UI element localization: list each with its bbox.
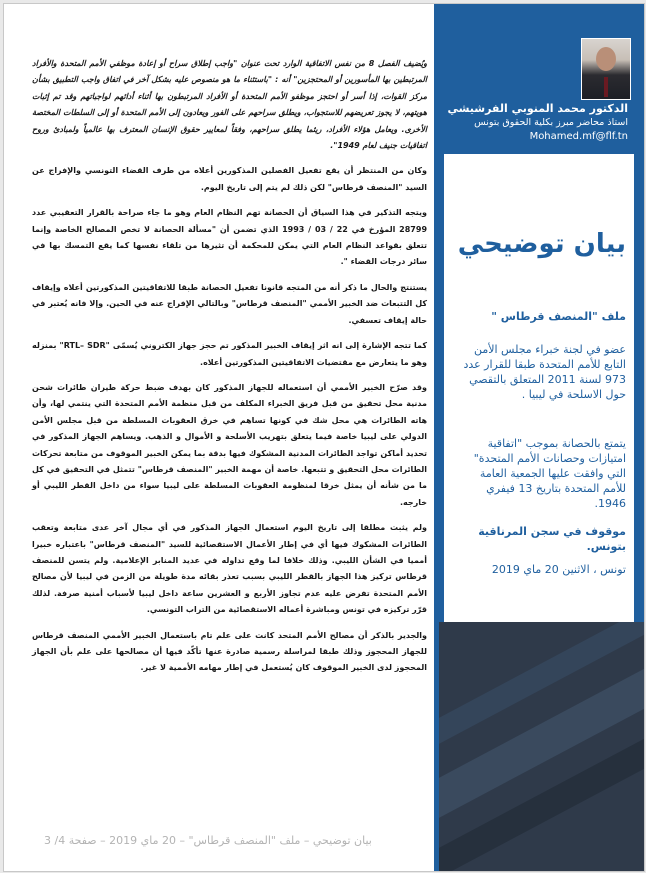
paragraph-3: ويتجه التذكير في هذا السياق أن الحصانة تهم النظام العام وهو ما جاء صراحة بالقرار التعقيبي عدد 28799 المؤرخ في 22 / 03 / 1993 الذي تضمن أن "مسألة الحصانة لا تخص المصالح الخاصة وإنما تتعلق بقواعد النظام العام التي يمكن للمحكمة أن تثيرها من تلقاء نفسها كما يقع التمسك بها في سائر درجات القضاء ".: [32, 208, 428, 267]
document-title: بيان توضيحي: [457, 229, 626, 259]
paragraph-8: والجدير بالذكر أن مصالح الأمم المتحد كانت على علم تام باستعمال الخبير الأممي المنصف قرطاس للجهاز المحجوز وذلك طبقا لمراسلة رسمية صادرة عنها تأكّد فيها أن مصالحها على علم بأن الجهاز المحجوز لدى الخبير الموقوف كان يُستعمل في إطار مهامه الأممية لا غير.: [32, 630, 427, 673]
description-detention: موقوف في سجن المرناقية بتونس.: [478, 525, 626, 553]
author-role: استاذ محاضر مبرز بكلية الحقوق بتونس: [474, 117, 628, 128]
sidebar-decoration: [439, 622, 644, 871]
paragraph-2: وكان من المنتظر أن يقع تفعيل الفصلين المذكورين أعلاه من طرف القضاء التونسي والإفراج عن السيد "المنصف قرطاس" لكن ذلك لم يتم إلى تاريخ اليوم.: [32, 166, 427, 192]
sidebar: [434, 4, 644, 871]
description-immunity: يتمتع بالحصانة بموجب "اتفاقية امتيازات وحصانات الأمم المتحدة" التي وافقت عليها الجمعية العامة للأمم المتحدة بتاريخ 13 فيفري 1946.: [473, 437, 626, 510]
description-membership: عضو في لجنة خبراء مجلس الأمن التابع للأمم المتحدة طبقا للقرار عدد 973 لسنة 2011 المتعلق بالتقصي حول الاسلحة في ليبيا .: [463, 343, 626, 401]
document-page: [3, 3, 645, 872]
article-body: [32, 56, 427, 686]
paragraph-6: وقد صرّح الخبير الأممي أن استعماله للجهاز المذكور كان بهدف ضبط حركة طيران طائرات شحن مدنية محل تحقيق من قبل فريق الخبراء المكلف من قبل منظمة الأمم المتحدة التي ينتمي لها، وأن هاته الطائرات هي محل شك في كونها تساهم في خرق العقوبات المسلطة من قبل مجلس الأمن الدولي على ليبيا خاصة فيما يتعلق بتهريب الأسلحة و الأموال و الذهب. ويساهم الجهاز المذكور في تحديد أماكن تواجد الطائرات المدنية المشكوك فيها بدقة بما يمكن الخبير الموقوف من متابعة تحركات الطائرات محل التحقيق و تتبعها. خاصة أن مهمة الخبير "المنصف قرطاس" تتمثل في التحقيق في كل ما من شأنه أن يمثل خرقا لمنظومة العقوبات المسلطة على ليبيا سواء من داخل القطر الليبي أو خارجه.: [32, 382, 427, 507]
author-name: الدكتور محمد المنوبي الفرشيشي: [447, 102, 628, 115]
file-label: ملف "المنصف قرطاس ": [491, 310, 626, 323]
photo-head: [596, 47, 616, 71]
author-photo: [581, 38, 631, 100]
photo-tie: [604, 77, 608, 97]
paragraph-1: ويُضيف الفصل 8 من نفس الاتفاقية الوارد تحت عنوان "واجب إطلاق سراح أو إعادة موظفي الأمم المتحدة والأفراد المرتبطين بها المأسورين أو المحتجزين" أنه : "باستثناء ما هو منصوص عليه بشكل آخر في اتفاق واجب التطبيق بشأن مركز القوات، إذا أسر أو احتجز موظفو الأمم المتحدة أو الأفراد المرتبطون بها أثناء أدائهم لواجباتهم وقد تم إثبات هويتهم، لا يجوز تعريضهم للاستجواب، ويطلق سراحهم على الفور ويعادون إلى الأمم المتحدة أو إلى السلطات المختصة الأخرى. ويعامل هؤلاء الأفراد، ريثما يطلق سراحهم، وفقاً لمعايير حقوق الإنسان المعترف بها عالمياً ولمبادئ وروح اتفاقيات جنيف لعام 1949".: [32, 59, 427, 151]
page-footer: بيان توضيحي – ملف "المنصف قرطاس" – 20 ماي 2019 – صفحة 4/ 3: [44, 834, 372, 847]
paragraph-4: يستنتج والحال ما ذكر أنه من المتجه قانونا تفعيل الحصانة طبقا للاتفاقيتين المذكورتين أعلاه وإيقاف كل التتبعات ضد الخبير الأممي "المنصف قرطاس" وبالتالي الإفراج عنه في الحين. وإلا فانه يُعتبر في حالة إيقاف تعسفي.: [32, 282, 427, 325]
paragraph-7: ولم يثبت مطلقا إلى تاريخ اليوم استعمال الجهاز المذكور في أي مجال آخر عدى متابعة وتعقب الطائرات المشكوك فيها أي في إطار الأعمال الاستقصائية للسيد "المنصف قرطاس" باعتباره خبيرا أمميا في الشأن الليبي. وذلك خلافا لما وقع تداوله في عديد المنابر الإعلامية. ولم يتسن للمنصف قرطاس تركيز هذا الجهاز بالقطر الليبي بسبب تعذر بقائه مدة طويلة من الزمن في ليبيا لأن مصالح الأمم المتحدة تفرض عليه عدم تجاوز الأربع و العشرين ساعة داخل ليبيا لأسباب أمنية صرفة. لذلك قرّر تركيزه في تونس ومباشرة أعماله الاستقصائية من التراب التونسي.: [32, 523, 427, 615]
document-date: تونس ، الاثنين 20 ماي 2019: [491, 563, 626, 576]
paragraph-5: كما تتجه الإشارة إلى انه اثر إيقاف الخبير المذكور تم حجز جهاز الكتروني يُسمّى "RTL– SDR" بمنزله وهو ما يتعارض مع مقتضيات الاتفاقيتين المذكورتين أعلاه.: [32, 341, 428, 367]
author-email: Mohamed.mf@flf.tn: [529, 131, 628, 142]
